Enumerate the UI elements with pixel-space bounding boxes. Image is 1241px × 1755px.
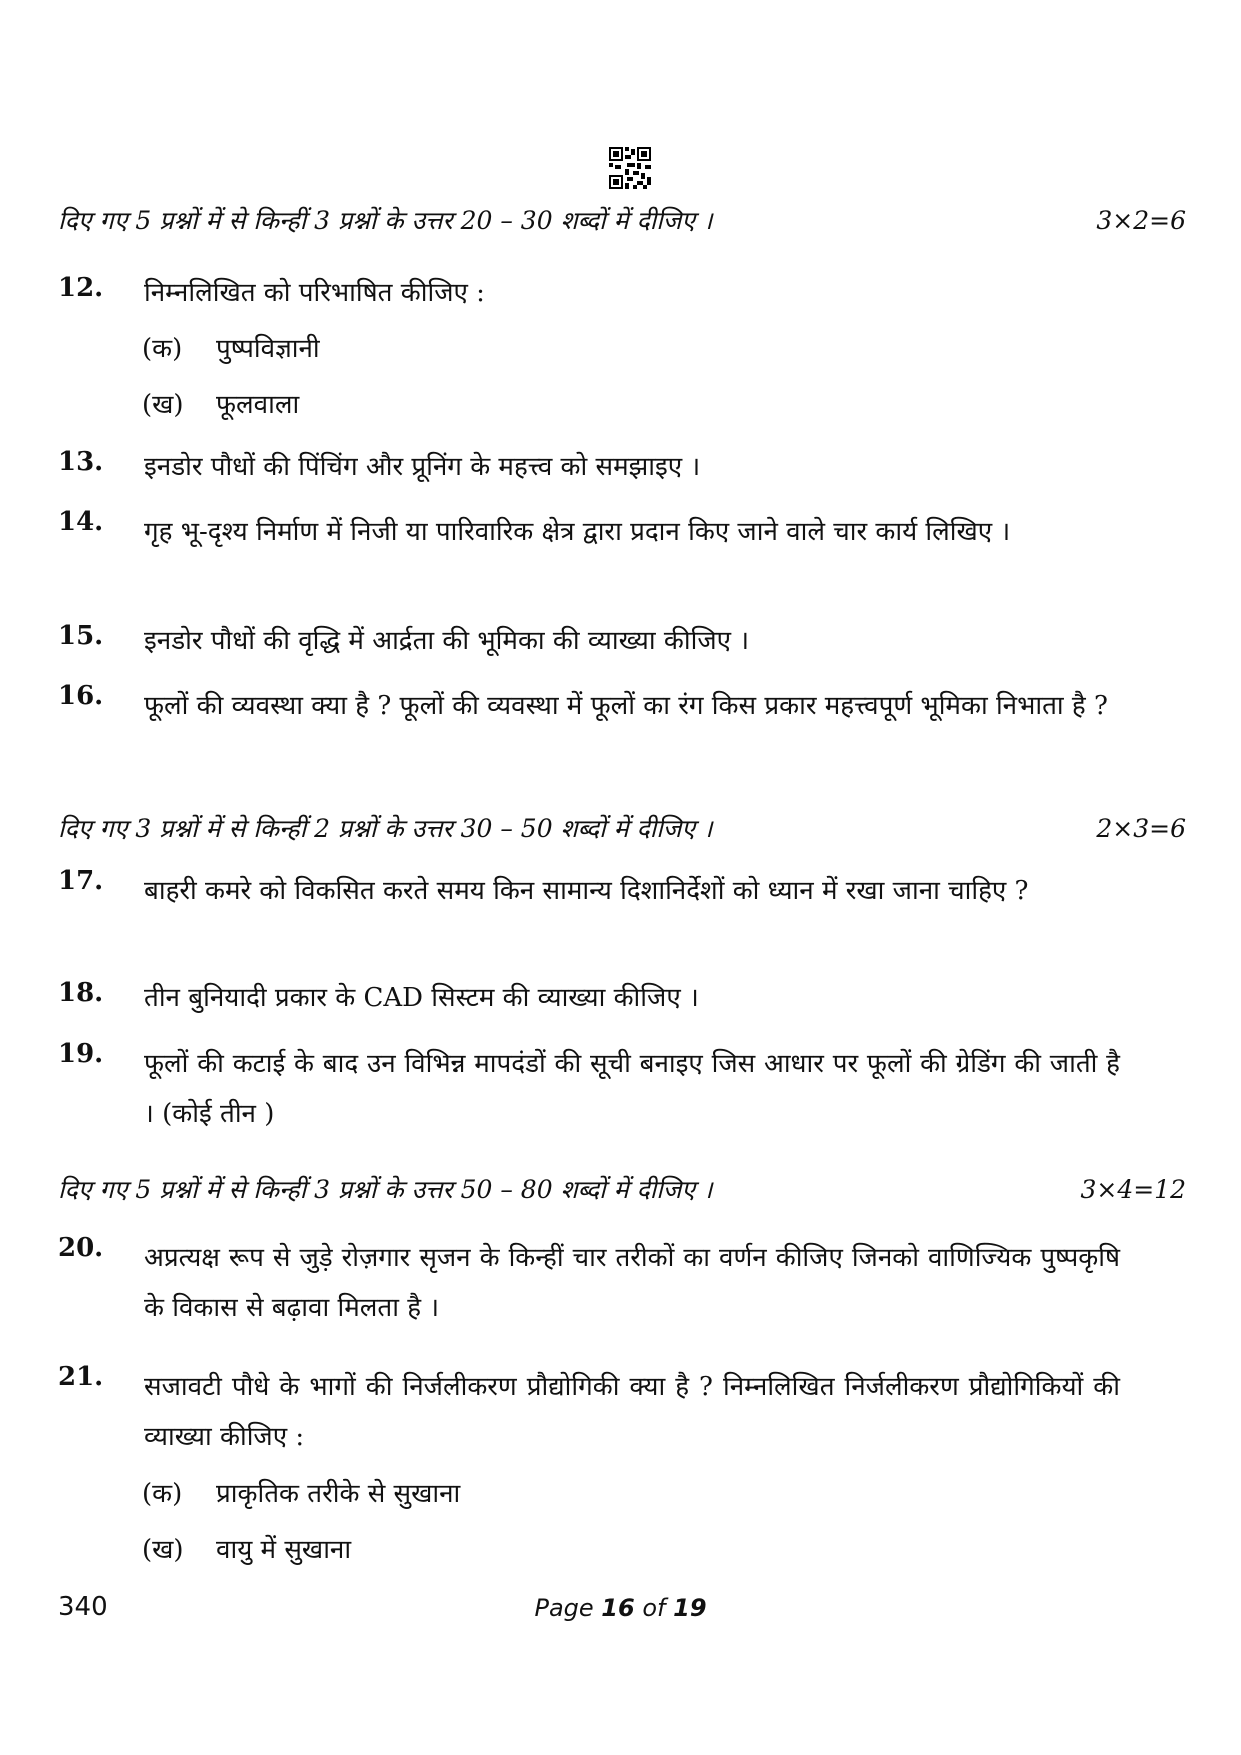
sub-label: (क)	[142, 334, 183, 364]
section-instruction	[58, 1169, 1186, 1209]
question-text: इनडोर पौधों की पिंचिंग और प्रूनिंग के महत्त्व को समझाइए ।	[144, 452, 701, 482]
sub-text: वायु में सुखाना	[216, 1535, 352, 1565]
sub-text: पुष्पविज्ञानी	[216, 334, 320, 364]
question-15	[58, 621, 1120, 661]
question-text: गृह भू-दृश्य निर्माण में निजी या पारिवारिक क्षेत्र द्वारा प्रदान किए जाने वाले चार कार्य लिखिए ।	[144, 517, 1011, 547]
question-text: बाहरी कमरे को विकसित करते समय किन सामान्य दिशानिर्देशों को ध्यान में रखा जाना चाहिए ?	[144, 876, 1029, 906]
question-text: तीन बुनियादी प्रकार के CAD सिस्टम की व्याख्या कीजिए ।	[144, 983, 699, 1013]
marks-scheme: 3×2=6	[1096, 205, 1186, 235]
question-text: इनडोर पौधों की वृद्धि में आर्द्रता की भूमिका की व्याख्या कीजिए ।	[144, 626, 750, 656]
question-number: 15.	[58, 621, 104, 651]
question-number: 21.	[58, 1362, 104, 1392]
sub-question	[142, 329, 320, 369]
sub-question	[142, 1474, 460, 1514]
question-number: 17.	[58, 866, 104, 896]
sub-text: प्राकृतिक तरीके से सुखाना	[216, 1479, 461, 1509]
page-prefix: Page	[534, 1594, 594, 1622]
sub-question	[142, 385, 299, 425]
page-current: 16	[601, 1594, 635, 1622]
instruction-text: दिए गए 5 प्रश्नों में से किन्हीं 3 प्रश्नों के उत्तर 50 – 80 शब्दों में दीजिए ।	[58, 1175, 713, 1204]
question-text: फूलों की कटाई के बाद उन विभिन्न मापदंडों की सूची बनाइए जिस आधार पर फूलों की ग्रेडिंग की जाती है । (कोई तीन )	[144, 1049, 1120, 1129]
qr-code-icon	[609, 147, 651, 189]
question-text: निम्नलिखित को परिभाषित कीजिए :	[144, 278, 485, 308]
question-21	[58, 1362, 1120, 1462]
page-number	[0, 1594, 1241, 1622]
question-12	[58, 273, 1120, 313]
sub-label: (ख)	[142, 1535, 184, 1565]
sub-label: (क)	[142, 1479, 183, 1509]
section-instruction	[58, 200, 1186, 240]
question-text: अप्रत्यक्ष रूप से जुड़े रोज़गार सृजन के किन्हीं चार तरीकों का वर्णन कीजिए जिनको वाणिज्यिक पुष्पकृषि के विकास से बढ़ावा मिलता है ।	[144, 1243, 1120, 1323]
question-19	[58, 1039, 1120, 1139]
question-number: 13.	[58, 447, 104, 477]
question-18	[58, 978, 1120, 1018]
question-number: 18.	[58, 978, 104, 1008]
instruction-text: दिए गए 3 प्रश्नों में से किन्हीं 2 प्रश्नों के उत्तर 30 – 50 शब्दों में दीजिए ।	[58, 814, 713, 843]
question-13	[58, 447, 1120, 487]
question-number: 14.	[58, 507, 104, 537]
question-number: 19.	[58, 1039, 104, 1069]
question-20	[58, 1233, 1120, 1333]
instruction-text: दिए गए 5 प्रश्नों में से किन्हीं 3 प्रश्नों के उत्तर 20 – 30 शब्दों में दीजिए ।	[58, 206, 713, 235]
question-number: 16.	[58, 681, 104, 711]
sub-question	[142, 1530, 351, 1570]
question-14	[58, 507, 1120, 557]
question-text: सजावटी पौधे के भागों की निर्जलीकरण प्रौद्योगिकी क्या है ? निम्नलिखित निर्जलीकरण प्रौद्योगिकियों की व्याख्या कीजिए :	[144, 1372, 1120, 1452]
section-instruction	[58, 808, 1186, 848]
question-number: 12.	[58, 273, 104, 303]
sub-text: फूलवाला	[216, 390, 300, 420]
sub-label: (ख)	[142, 390, 184, 420]
page-total: 19	[673, 1594, 707, 1622]
question-text: फूलों की व्यवस्था क्या है ? फूलों की व्यवस्था में फूलों का रंग किस प्रकार महत्त्वपूर्ण भूमिका निभाता है ?	[144, 691, 1108, 721]
marks-scheme: 3×4=12	[1080, 1174, 1186, 1204]
page-of: of	[642, 1594, 666, 1622]
question-16	[58, 681, 1120, 731]
marks-scheme: 2×3=6	[1096, 813, 1186, 843]
question-17	[58, 866, 1120, 916]
paper-code: 340	[58, 1592, 108, 1622]
question-number: 20.	[58, 1233, 104, 1263]
